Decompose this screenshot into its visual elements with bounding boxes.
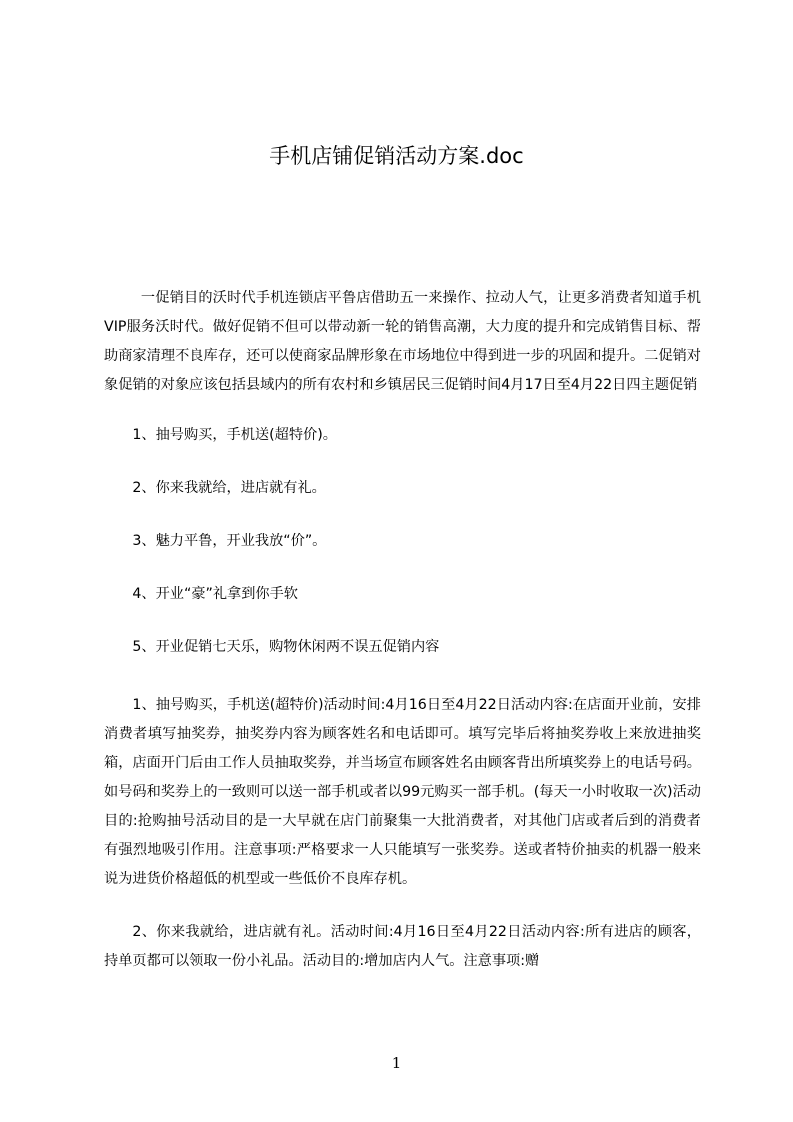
- page-number: 1: [391, 1054, 402, 1072]
- detail-paragraph-2: 2、你来我就给，进店就有礼。活动时间:4月16日至4月22日活动内容:所有进店的顾客，持单页都可以领取一份小礼品。活动目的:增加店内人气。注意事项:赠: [104, 924, 701, 969]
- theme-item-2: 2、你来我就给，进店就有礼。: [132, 480, 326, 496]
- theme-item-3: 3、魅力平鲁，开业我放“价”。: [132, 533, 327, 549]
- intro-paragraph: 一促销目的沃时代手机连锁店平鲁店借助五一来操作、拉动人气，让更多消费者知道手机VIP服务沃时代。做好促销不但可以带动新一轮的销售高潮，大力度的提升和完成销售目标、帮助商家清理不良库存，还可以使商家品牌形象在市场地位中得到进一步的巩固和提升。二促销对象促销的对象应该包括县域内的所有农村和乡镇居民三促销时间4月17日至4月22日四主题促销: [104, 290, 701, 393]
- theme-item-1: 1、抽号购买，手机送(超特价)。: [132, 427, 337, 443]
- theme-item-5: 5、开业促销七天乐，购物休闲两不误五促销内容: [132, 639, 440, 655]
- theme-item-4: 4、开业“豪”礼拿到你手软: [132, 586, 298, 602]
- document-title: 手机店铺促销活动方案.doc: [269, 144, 524, 168]
- document-body: [104, 284, 701, 976]
- detail-paragraph-1: 1、抽号购买，手机送(超特价)活动时间:4月16日至4月22日活动内容:在店面开业前，安排消费者填写抽奖券，抽奖券内容为顾客姓名和电话即可。填写完毕后将抽奖券收上来放进抽奖箱，店面开门后由工作人员抽取奖券，并当场宣布顾客姓名由顾客背出所填奖券上的电话号码。如号码和奖券上的一致则可以送一部手机或者以99元购买一部手机。(每天一小时收取一次)活动目的:抢购抽号活动目的是一大早就在店门前聚集一大批消费者，对其他门店或者后到的消费者有强烈地吸引作用。注意事项:严格要求一人只能填写一张奖券。送或者特价抽卖的机器一般来说为进货价格超低的机型或一些低价不良库存机。: [104, 697, 701, 887]
